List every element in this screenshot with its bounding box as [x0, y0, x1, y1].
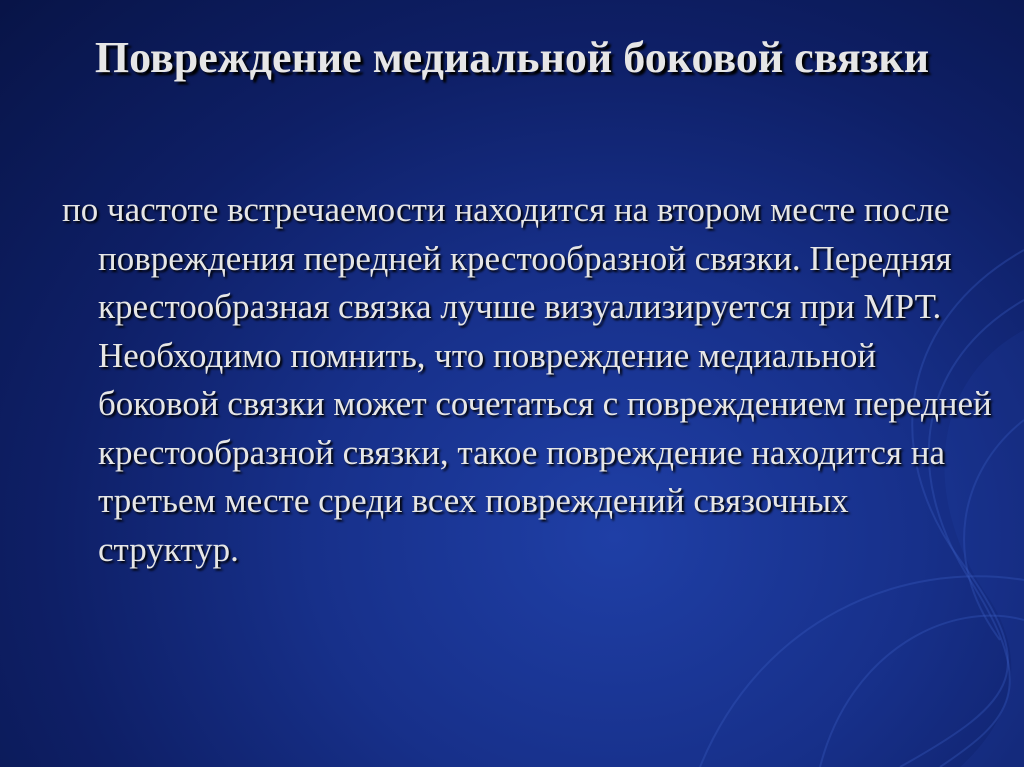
slide-title: Повреждение медиальной боковой связки — [94, 33, 930, 82]
slide-body-text: по частоте встречаемости находится на втором месте после повреждения передней крестообразной связки. Передняя крестообразная связка лучше визуализируется при МРТ. Необходимо помнить, что повреждение медиальной боковой связки может сочетаться с повреждением передней крестообразной связки, такое повреждение находится на третьем месте среди всех повреждений связочных структур. — [62, 190, 992, 569]
